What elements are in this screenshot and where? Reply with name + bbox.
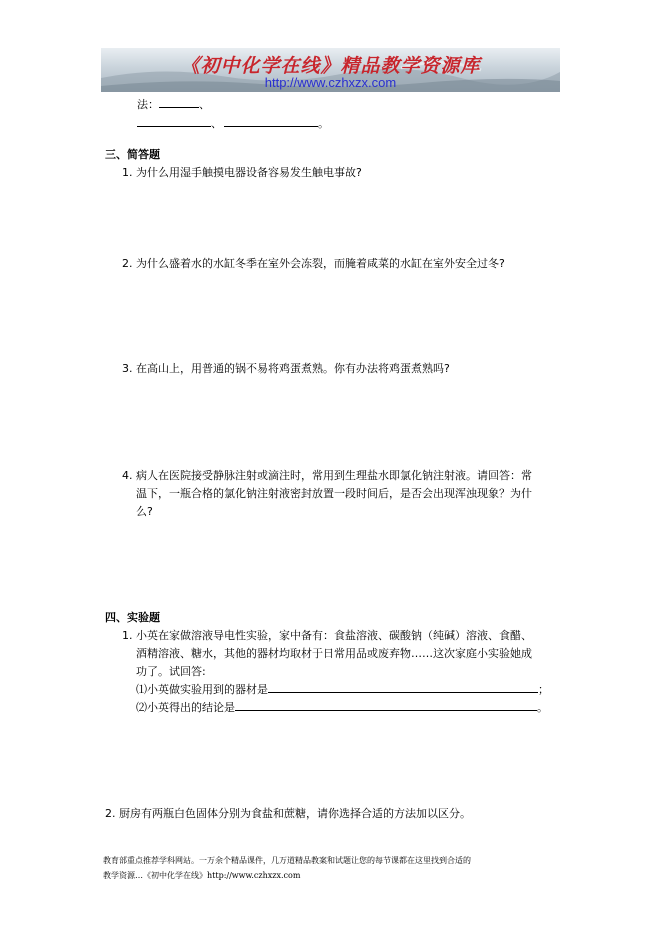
question-3-1: 1. 为什么用湿手触摸电器设备容易发生触电事故?	[122, 166, 362, 179]
sub-question-1-end: ；	[538, 683, 549, 696]
footer-line1: 教育部重点推荐学科网站。一万余个精品课件，几万道精品教案和试题让您的每节课都在这里找到合适的	[103, 856, 471, 865]
section-title-short-answer: 三、简答题	[105, 148, 160, 161]
sub-question-1	[136, 681, 549, 698]
question-4-2: 2. 厨房有两瓶白色固体分别为食盐和蔗糖，请你选择合适的方法加以区分。	[105, 807, 471, 820]
section-title-experiment: 四、实验题	[105, 611, 160, 624]
fill-blank-line1	[137, 96, 210, 113]
fill-blank-line2	[137, 115, 329, 132]
footer-prefix: 教学资源…《初中化学在线》	[103, 871, 207, 880]
sub-question-2-label: ⑵小英得出的结论是	[136, 701, 235, 714]
question-3-3: 3. 在高山上，用普通的锅不易将鸡蛋煮熟。你有办法将鸡蛋煮熟吗?	[122, 362, 450, 375]
answer-blank	[224, 115, 318, 127]
footer-line2	[103, 869, 300, 882]
question-3-4-line1: 4. 病人在医院接受静脉注射或滴注时，常用到生理盐水即氯化钠注射液。请回答：常	[122, 469, 532, 482]
question-3-4-line3: 么?	[136, 505, 153, 518]
site-url-link[interactable]: http://www.czhxzx.com	[264, 75, 397, 90]
answer-blank	[137, 115, 211, 127]
question-4-1-line2: 酒精溶液、糖水，其他的器材均取材于日常用品或废弃物……这次家庭小实验她成	[136, 647, 532, 660]
sub-question-2-end: 。	[537, 701, 548, 714]
question-4-1-line3: 功了。试回答:	[136, 665, 206, 678]
separator: 、	[199, 98, 210, 111]
sub-question-1-label: ⑴小英做实验用到的器材是	[136, 683, 268, 696]
answer-blank	[268, 681, 538, 693]
question-4-1-line1: 1. 小英在家做溶液导电性实验，家中备有：食盐溶液、碳酸钠（纯碱）溶液、食醋、	[122, 629, 532, 642]
answer-blank	[159, 96, 199, 108]
sentence-end: 。	[318, 117, 329, 130]
sub-question-2	[136, 699, 548, 716]
site-slogan: 《初中化学在线》精品教学资源库	[180, 55, 481, 77]
fill-prefix: 法：	[137, 98, 159, 111]
separator: 、	[211, 117, 222, 130]
answer-blank	[235, 699, 537, 711]
question-3-2: 2. 为什么盛着水的水缸冬季在室外会冻裂，而腌着咸菜的水缸在室外安全过冬?	[122, 257, 505, 270]
question-3-4-line2: 温下，一瓶合格的氯化钠注射液密封放置一段时间后，是否会出现浑浊现象？为什	[136, 487, 532, 500]
footer-url-link[interactable]: http://www.czhxzx.com	[207, 871, 301, 880]
header-banner	[101, 48, 560, 92]
